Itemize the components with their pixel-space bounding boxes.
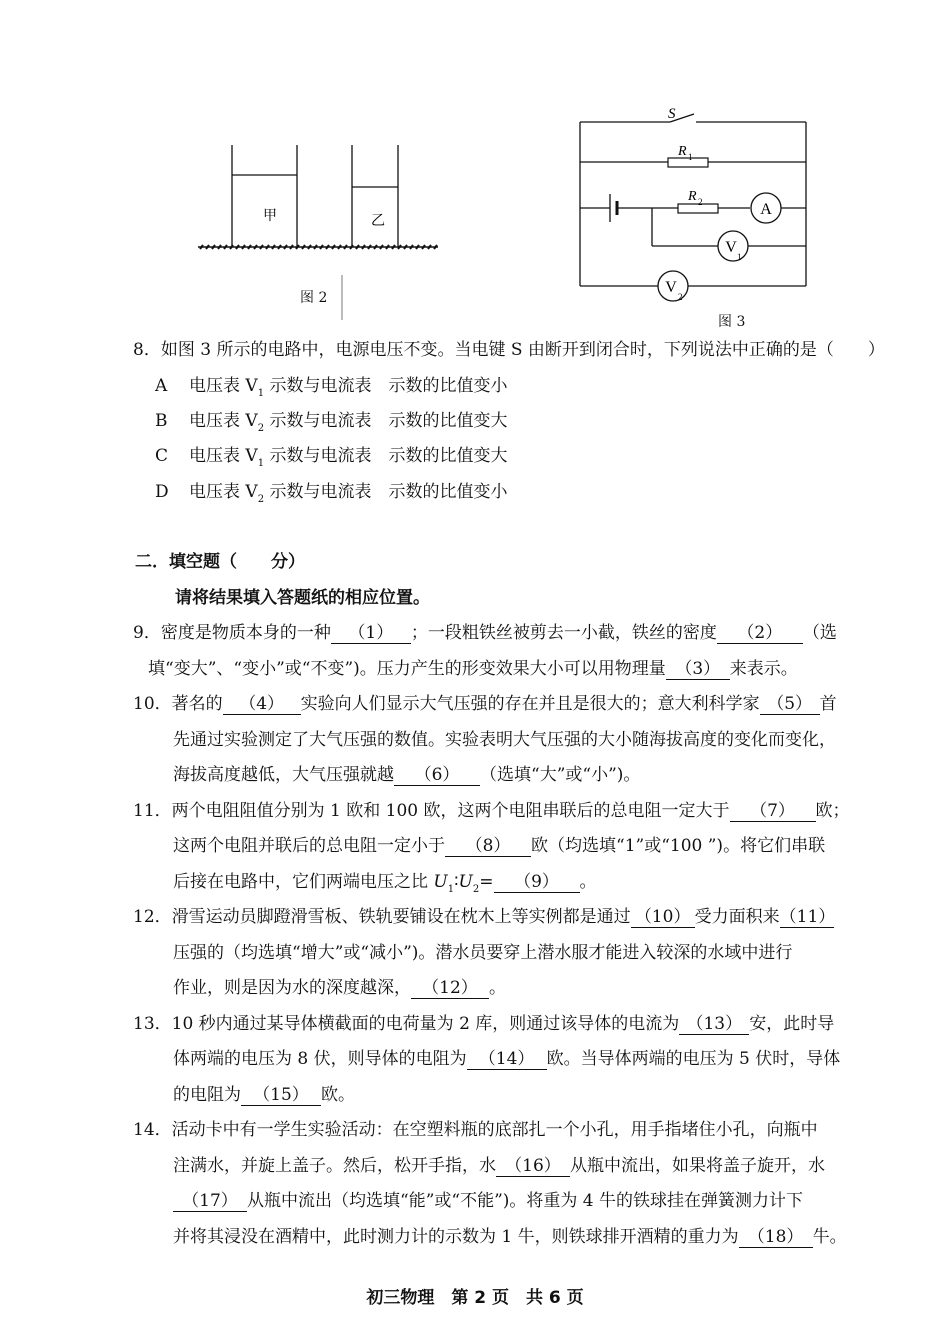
q14-line-4: 并将其浸没在酒精中，此时测力计的示数为 1 牛，则铁球排开酒精的重力为 （18） 牛。 xyxy=(173,1227,847,1247)
q13-line-3: 的电阻为 （15） 欧。 xyxy=(173,1085,355,1105)
section-2-instruction: 请将结果填入答题纸的相应位置。 xyxy=(175,588,430,608)
container-yi-label: 乙 xyxy=(371,213,385,229)
q10-line-1: 10．著名的 （4） 实验向人们显示大气压强的存在并且是很大的；意大利科学家 （5） 首 xyxy=(133,694,837,714)
r2-label: R xyxy=(688,189,697,204)
q10-line-2: 先通过实验测定了大气压强的数值。实验表明大气压强的大小随海拔高度的变化而变化， xyxy=(173,730,836,750)
q8-stem: 8．如图 3 所示的电路中，电源电压不变。当电键 S 由断开到闭合时，下列说法中正确的是（ ） xyxy=(133,340,885,360)
ground-hatch xyxy=(374,245,377,249)
ground-hatch xyxy=(350,245,353,249)
option-letter: C xyxy=(155,446,169,466)
ground-hatch xyxy=(380,245,383,249)
option-letter: D xyxy=(155,482,169,502)
q11-line-2: 这两个电阻并联后的总电阻一定小于 （8） 欧（均选填“1”或“100 ”)。将它们串联 xyxy=(173,836,826,856)
q13-line-1: 13．10 秒内通过某导体横截面的电荷量为 2 库，则通过该导体的电流为 （13） 安，此时导 xyxy=(133,1014,835,1034)
option-text: 电压表 V xyxy=(189,446,258,466)
q9-line-2: 填“变大”、“变小”或“不变”)。压力产生的形变效果大小可以用物理量 （3） 来表示。 xyxy=(148,659,798,679)
blank-18: （18） xyxy=(739,1227,813,1248)
ground-hatch xyxy=(416,245,419,249)
option-text-rest: 示数与电流表 示数的比值变大 xyxy=(264,411,508,431)
ammeter-icon: A xyxy=(760,201,772,218)
q8-option-b xyxy=(155,409,507,441)
option-text: 电压表 V xyxy=(189,376,258,396)
q14-line-2: 注满水，并旋上盖子。然后，松开手指，水 （16） 从瓶中流出，如果将盖子旋开，水 xyxy=(173,1156,825,1176)
blank-12: （12） xyxy=(411,978,489,999)
q13-line-2: 体两端的电压为 8 伏，则导体的电阻为 （14） 欧。当导体两端的电压为 5 伏时，导体 xyxy=(173,1049,841,1069)
ground-hatch xyxy=(272,245,275,249)
ground-hatch xyxy=(344,245,347,249)
figure-2-caption: 图 2 xyxy=(300,290,328,306)
blank-1: （1） xyxy=(331,623,411,644)
blank-11: （11） xyxy=(779,907,836,927)
q12-line-1: 12．滑雪运动员脚蹬滑雪板、铁轨要铺设在枕木上等实例都是通过 （10） 受力面积来（11） xyxy=(133,907,836,927)
q11-line-1: 11．两个电阻阻值分别为 1 欧和 100 欧，这两个电阻串联后的总电阻一定大于 （7） 欧； xyxy=(133,801,850,821)
switch-label: S xyxy=(668,106,676,122)
ground-hatch xyxy=(368,245,371,249)
ground-hatch xyxy=(236,245,239,249)
q8-option-d xyxy=(155,480,507,512)
r1-label: R xyxy=(678,144,687,159)
ground-hatch xyxy=(338,245,341,249)
ground-hatch xyxy=(410,245,413,249)
q12-line-3: 作业，则是因为水的深度越深， （12） 。 xyxy=(173,978,506,998)
voltmeter-v2-icon: V xyxy=(665,279,677,296)
ground-hatch xyxy=(242,245,245,249)
ground-hatch xyxy=(260,245,263,249)
q10-line-3: 海拔高度越低，大气压强就越 （6） （选填“大”或“小”)。 xyxy=(173,765,641,785)
page-footer: 初三物理 第 2 页 共 6 页 xyxy=(366,1288,584,1308)
blank-13: （13） xyxy=(679,1014,749,1035)
blank-2: （2） xyxy=(717,623,803,644)
ground-hatch xyxy=(362,245,365,249)
q11-line-3: 后接在电路中，它们两端电压之比 $U_1∶U_2= (9)$ 。 xyxy=(173,872,597,895)
ground-hatch xyxy=(212,245,215,249)
figure-3-caption: 图 3 xyxy=(718,314,746,330)
option-letter: B xyxy=(155,411,168,431)
ground-hatch xyxy=(434,245,437,249)
ground-hatch xyxy=(206,245,209,249)
q14-line-1: 14．活动卡中有一学生实验活动：在空塑料瓶的底部扎一个小孔，用手指堵住小孔，向瓶中 xyxy=(133,1120,818,1140)
ground-hatch xyxy=(224,245,227,249)
blank-8: （8） xyxy=(445,836,531,857)
blank-4: （4） xyxy=(223,694,301,715)
option-text-rest: 示数与电流表 示数的比值变小 xyxy=(264,376,508,396)
ground-hatch xyxy=(326,245,329,249)
figure-3 xyxy=(570,100,820,310)
ground-hatch xyxy=(290,245,293,249)
blank-9: （9） xyxy=(494,872,580,893)
v1-subscript: 1 xyxy=(737,252,742,262)
voltmeter-v1-icon: V xyxy=(725,239,737,256)
q12-line-2: 压强的（均选填“增大”或“减小”)。潜水员要穿上潜水服才能进入较深的水域中进行 xyxy=(173,943,793,963)
ground-hatch xyxy=(308,245,311,249)
container-jia-label: 甲 xyxy=(263,208,277,224)
ground-hatch xyxy=(302,245,305,249)
ground-hatch xyxy=(218,245,221,249)
r2-subscript: 2 xyxy=(698,197,703,207)
q14-line-3: （17） 从瓶中流出（均选填“能”或“不能”)。将重为 4 牛的铁球挂在弹簧测力计下 xyxy=(173,1189,803,1213)
blank-6: （6） xyxy=(394,765,480,786)
blank-17: （17） xyxy=(173,1191,247,1212)
blank-10: （10） xyxy=(631,907,695,928)
ground-hatch xyxy=(248,245,251,249)
option-text-rest: 示数与电流表 示数的比值变小 xyxy=(264,482,508,502)
option-subscript: 1 xyxy=(257,458,265,469)
blank-5: （5） xyxy=(760,694,820,715)
ground-hatch xyxy=(356,245,359,249)
ground-hatch xyxy=(200,245,203,249)
blank-14: （14） xyxy=(467,1049,547,1070)
ground-hatch xyxy=(320,245,323,249)
option-text: 电压表 V xyxy=(189,482,258,502)
option-subscript: 2 xyxy=(257,494,265,505)
q8-option-c xyxy=(155,444,507,476)
ground-hatch xyxy=(422,245,425,249)
ground-hatch xyxy=(266,245,269,249)
v2-subscript: 2 xyxy=(678,292,683,302)
ground-hatch xyxy=(230,245,233,249)
blank-15: （15） xyxy=(241,1085,321,1106)
blank-3: （3） xyxy=(666,659,730,680)
ground-hatch xyxy=(428,245,431,249)
ground-hatch xyxy=(284,245,287,249)
option-text-rest: 示数与电流表 示数的比值变大 xyxy=(264,446,508,466)
option-subscript: 1 xyxy=(257,388,265,399)
r1-subscript: 1 xyxy=(688,152,693,162)
blank-16: （16） xyxy=(496,1156,570,1177)
q8-option-a xyxy=(155,374,507,406)
ground-hatch xyxy=(278,245,281,249)
ground-hatch xyxy=(314,245,317,249)
option-text: 电压表 V xyxy=(189,411,258,431)
ground-hatch xyxy=(386,245,389,249)
ground-hatch xyxy=(404,245,407,249)
option-subscript: 2 xyxy=(257,423,265,434)
ground-hatch xyxy=(332,245,335,249)
blank-7: （7） xyxy=(730,801,816,822)
section-2-title: 二．填空题（ 分） xyxy=(135,552,305,572)
ground-hatch xyxy=(254,245,257,249)
ground-hatch xyxy=(392,245,395,249)
option-letter: A xyxy=(155,376,168,396)
q9-line-1: 9．密度是物质本身的一种 （1） ；一段粗铁丝被剪去一小截，铁丝的密度 （2） （选 xyxy=(133,623,837,643)
